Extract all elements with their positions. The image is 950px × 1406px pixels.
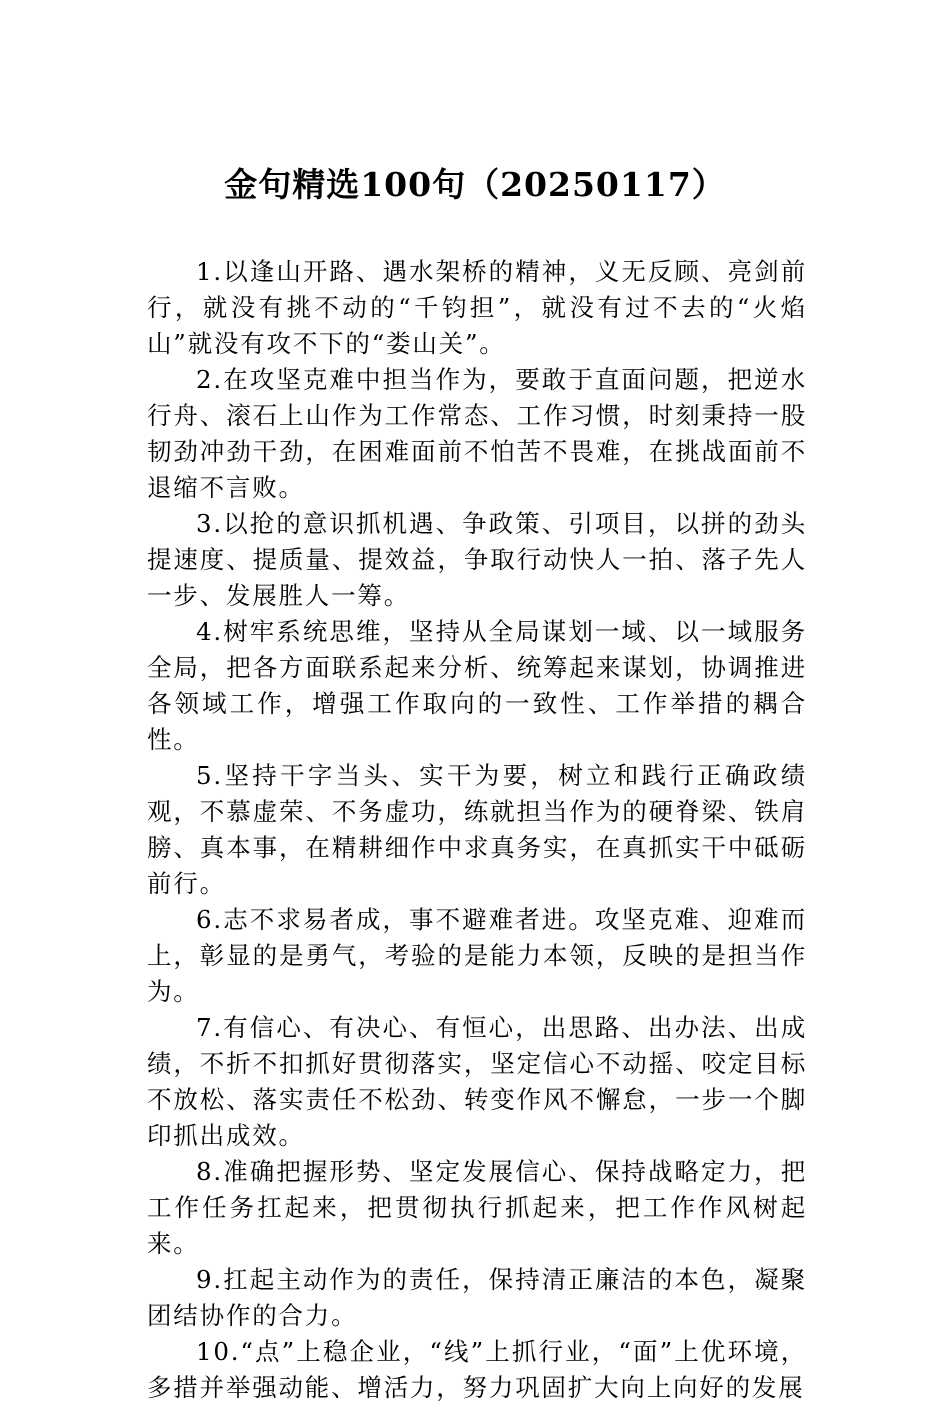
paragraph-6: 6.志不求易者成，事不避难者进。攻坚克难、迎难而上，彰显的是勇气，考验的是能力本领，反映的是担当作为。: [147, 905, 807, 1006]
paragraph-1: 1.以逢山开路、遇水架桥的精神，义无反顾、亮剑前行，就没有挑不动的“千钧担”，就没有过不去的“火焰山”就没有攻不下的“娄山关”。: [147, 257, 807, 358]
paragraph-8: 8.准确把握形势、坚定发展信心、保持战略定力，把工作任务扛起来，把贯彻执行抓起来，把工作作风树起来。: [147, 1157, 807, 1258]
paragraph-4: 4.树牢系统思维，坚持从全局谋划一域、以一域服务全局，把各方面联系起来分析、统筹起来谋划，协调推进各领域工作，增强工作取向的一致性、工作举措的耦合性。: [147, 617, 807, 754]
document-body: [147, 254, 807, 1406]
paragraph-7: 7.有信心、有决心、有恒心，出思路、出办法、出成绩，不折不扣抓好贯彻落实，坚定信心不动摇、咬定目标不放松、落实责任不松劲、转变作风不懈怠，一步一个脚印抓出成效。: [147, 1013, 807, 1150]
paragraph-2: 2.在攻坚克难中担当作为，要敢于直面问题，把逆水行舟、滚石上山作为工作常态、工作习惯，时刻秉持一股韧劲冲劲干劲，在困难面前不怕苦不畏难，在挑战面前不退缩不言败。: [147, 365, 807, 502]
paragraph-10: 10.“点”上稳企业，“线”上抓行业，“面”上优环境，多措并举强动能、增活力，努力巩固扩大向上向好的发展: [147, 1337, 807, 1402]
document-title: 金句精选100句（20250117）: [224, 165, 726, 204]
paragraph-9: 9.扛起主动作为的责任，保持清正廉洁的本色，凝聚团结协作的合力。: [147, 1265, 807, 1330]
paragraph-5: 5.坚持干字当头、实干为要，树立和践行正确政绩观，不慕虚荣、不务虚功，练就担当作为的硬脊梁、铁肩膀、真本事，在精耕细作中求真务实，在真抓实干中砥砺前行。: [147, 761, 807, 898]
paragraph-3: 3.以抢的意识抓机遇、争政策、引项目，以拼的劲头提速度、提质量、提效益，争取行动快人一拍、落子先人一步、发展胜人一筹。: [147, 509, 807, 610]
